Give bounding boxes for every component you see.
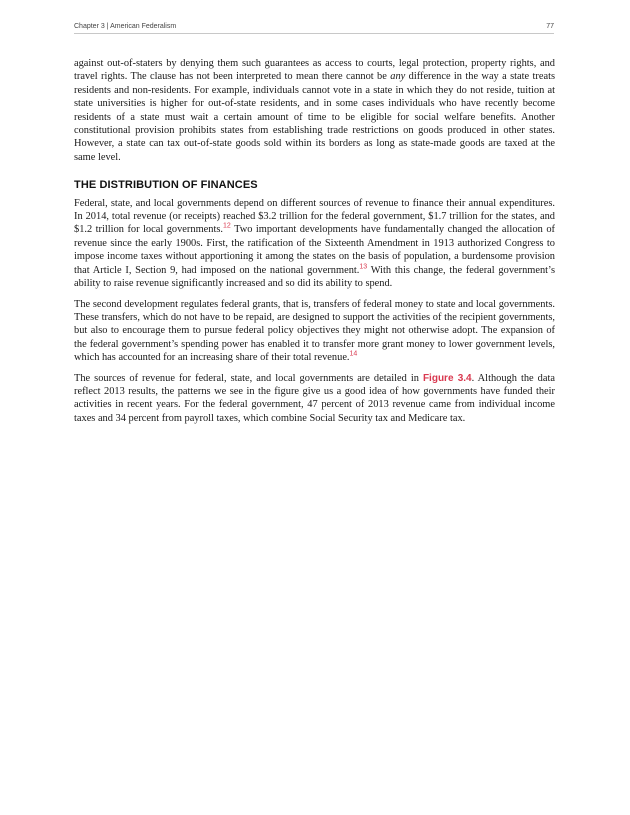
running-header [74, 23, 554, 30]
paragraph-1-text-a: against out-of-staters by denying them such guarantees as access to courts, legal protection, property rights, and travel rights. The clause has not been interpreted to mean there cannot be [74, 58, 555, 83]
paragraph-4 [74, 372, 555, 426]
figure-reference-link[interactable]: Figure 3.4 [422, 372, 472, 384]
paragraph-4-text-a: The sources of revenue for federal, state, and local governments are detailed in [74, 372, 423, 384]
footnote-ref-12[interactable]: 12 [223, 223, 231, 230]
footnote-ref-13[interactable]: 13 [359, 263, 368, 271]
paragraph-1 [74, 57, 555, 164]
paragraph-2-text-b: Two important developments have fundamentally changed the allocation of revenue since the early 1900s. First, the ratification of the Sixteenth Amendment in 1913 authorized Congress to impose income taxes without apportioning it among the states on the basis of population, a burdensome provision that Article I, Section 9, had imposed on the national government. [74, 224, 555, 276]
footnote-ref-14[interactable]: 14 [349, 350, 358, 358]
section-heading: THE DISTRIBUTION OF FINANCES [74, 179, 258, 192]
page-number: 77 [546, 23, 554, 30]
paragraph-2-text-a: Federal, state, and local governments depend on different sources of revenue to finance their annual expenditures. In 2014, total revenue (or receipts) reached $3.2 trillion for the federal government, $1.7 trillion for the states, and $1.2 trillion for local governments. [74, 197, 555, 236]
emphasis-any: any [390, 71, 406, 83]
paragraph-2 [74, 197, 555, 291]
paragraph-2-text-c: With this change, the federal government’s ability to raise revenue significantly increased and so did its ability to spend. [74, 264, 555, 290]
body-text [74, 57, 555, 432]
chapter-title: Chapter 3 | American Federalism [74, 23, 177, 30]
paragraph-1-text-b: difference in the way a state treats residents and non-residents. For example, individuals cannot vote in a state in which they do not reside, tuition at state universities is higher for out-of-state residents, and in some cases individuals who have recently become residents of a state must wait a certain amount of time to be eligible for social welfare benefits. Another constitutional provision prohibits states from establishing trade restrictions on goods produced in other states. However, a state can tax out-of-state goods sold within its borders as long as state-made goods are taxed at the same level. [74, 71, 556, 163]
paragraph-3-text: The second development regulates federal grants, that is, transfers of federal money to state and local governments. These transfers, which do not have to be repaid, are designed to support the activities of the recipient governments, but also to encourage them to pursue federal policy objectives they might not otherwise adopt. The expansion of the federal government’s spending power has enabled it to transfer more grant money to lower government levels, which has accounted for an increasing share of their total revenue. [74, 298, 555, 364]
header-divider [74, 33, 554, 34]
paragraph-3 [74, 298, 555, 365]
paragraph-4-text-b: . Although the data reflect 2013 results, the patterns we see in the figure give us a good idea of how governments have funded their activities in recent years. For the federal government, 47 percent of 2013 revenue came from individual income taxes and 34 percent from payroll taxes, which combine Social Security tax and Medicare tax. [74, 372, 555, 424]
